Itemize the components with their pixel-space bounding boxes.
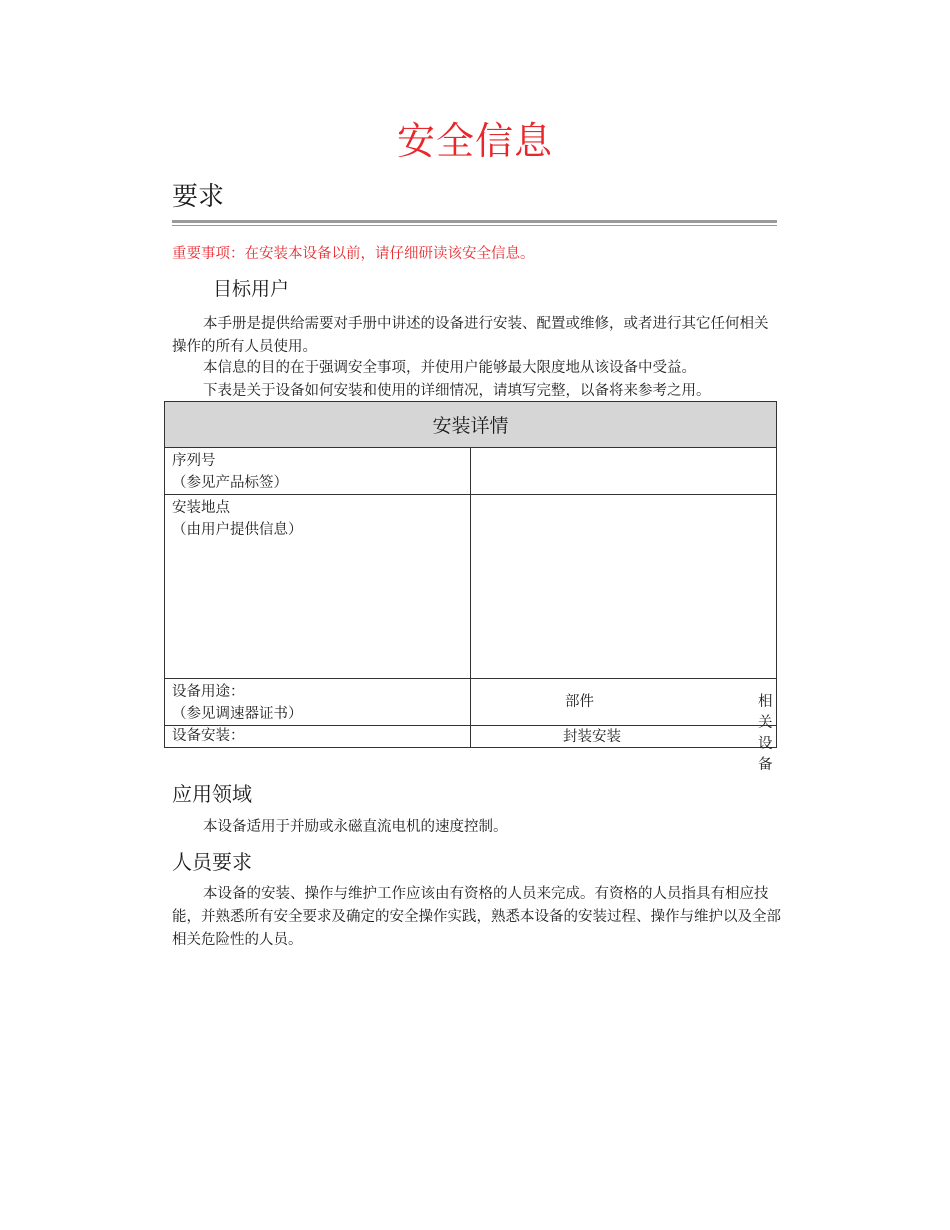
table-row-install: [165, 726, 777, 748]
important-notice: 重要事项：在安装本设备以前，请仔细研读该安全信息。: [172, 246, 535, 262]
install-options-cell: [471, 726, 777, 748]
paragraph-application: 本设备适用于并励或永磁直流电机的速度控制。: [203, 819, 508, 835]
section-divider-thin: [172, 225, 777, 226]
subheading-application: 应用领域: [172, 782, 252, 806]
serial-note: （参见产品标签）: [172, 475, 288, 491]
table-header-row: [165, 402, 777, 448]
usage-note: （参见调速器证书）: [172, 706, 303, 722]
install-label: 设备安装：: [172, 728, 245, 744]
paragraph-table-instruction: 下表是关于设备如何安装和使用的详细情况，请填写完整，以备将来参考之用。: [203, 383, 711, 399]
page-title: 安全信息: [396, 119, 553, 163]
serial-value-field[interactable]: [471, 448, 777, 495]
subheading-staff: 人员要求: [172, 850, 252, 874]
section-heading-requirements: 要求: [172, 182, 225, 212]
location-note: （由用户提供信息）: [172, 522, 303, 538]
location-value-field[interactable]: [471, 495, 777, 679]
section-divider: [172, 220, 777, 223]
usage-label: 设备用途：: [172, 684, 245, 700]
table-header: 安装详情: [165, 402, 777, 448]
usage-option-part[interactable]: 部件: [565, 694, 594, 710]
usage-option-related[interactable]: 相关设备: [758, 694, 773, 773]
serial-label-cell: [165, 448, 471, 495]
paragraph-staff: 本设备的安装、操作与维护工作应该由有资格的人员来完成。有资格的人员指具有相应技能，并熟悉所有安全要求及确定的安全操作实践，熟悉本设备的安装过程、操作与维护以及全部相关危险性的人员。: [172, 886, 781, 948]
install-label-cell: [165, 726, 471, 748]
table-row-location: [165, 495, 777, 679]
subheading-target-users: 目标用户: [213, 278, 290, 300]
paragraph-safety-purpose: 本信息的目的在于强调安全事项，并使用户能够最大限度地从该设备中受益。: [203, 360, 696, 376]
location-label-cell: [165, 495, 471, 679]
location-label: 安装地点: [172, 500, 230, 516]
usage-label-cell: [165, 679, 471, 726]
installation-details-table: [164, 401, 777, 773]
install-option-enclosed[interactable]: 封装安装: [563, 729, 621, 745]
serial-label: 序列号: [172, 453, 216, 469]
table-row-serial: [165, 448, 777, 495]
table-row-usage: [165, 679, 777, 726]
paragraph-manual-purpose: 本手册是提供给需要对手册中讲述的设备进行安装、配置或维修，或者进行其它任何相关操作的所有人员使用。: [172, 316, 769, 355]
